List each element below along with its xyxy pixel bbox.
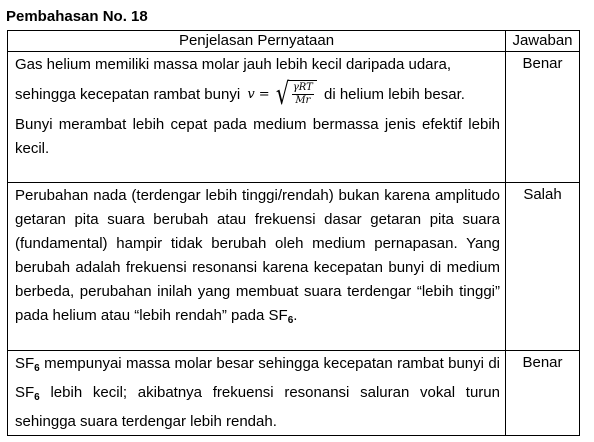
explanation-text: mempunyai massa molar besar sehingga kecepatan rambat bunyi di SF [15, 355, 500, 401]
explanation-paragraph [15, 53, 500, 77]
table-row [8, 351, 580, 436]
explanation-paragraph [15, 77, 500, 113]
speed-formula [247, 77, 317, 113]
answer-cell: Benar [506, 52, 580, 183]
formula-fraction [289, 80, 317, 113]
explanation-text: sehingga kecepatan rambat bunyi [15, 86, 241, 103]
formula-denominator: Mr [295, 95, 311, 107]
explanation-cell [8, 351, 506, 436]
explanation-table [7, 30, 580, 436]
explanation-paragraph [15, 352, 500, 434]
sqrt-symbol [273, 77, 317, 113]
table-row [8, 183, 580, 351]
explanation-text: di helium lebih besar. [324, 86, 465, 103]
subscript: 6 [34, 363, 40, 374]
explanation-paragraph [15, 113, 500, 161]
table-header-row [8, 31, 580, 52]
explanation-text: Bunyi merambat lebih cepat pada medium bermassa jenis efektif lebih kecil. [15, 116, 500, 158]
page-title: Pembahasan No. 18 [6, 8, 148, 25]
explanation-text: SF [15, 355, 35, 372]
explanation-cell [8, 183, 506, 351]
explanation-paragraph [15, 184, 500, 333]
header-explanation: Penjelasan Pernyataan [8, 31, 506, 52]
answer-cell: Benar [506, 351, 580, 436]
header-answer: Jawaban [506, 31, 580, 52]
explanation-cell [8, 52, 506, 183]
explanation-text: . [293, 307, 298, 324]
explanation-text: Gas helium memiliki massa molar jauh lebih kecil daripada udara, [15, 56, 452, 73]
table-row [8, 52, 580, 183]
radical-icon: √ [275, 77, 289, 113]
explanation-text: Perubahan nada (terdengar lebih tinggi/rendah) bukan karena amplitudo getaran pita suara berubah atau frekuensi dasar getaran pita suara (fundamental) hampir tidak berubah oleh medium pernapasan. Yang berubah adalah frekuensi resonansi karena kecepatan bunyi di medium berbeda, perubahan inilah yang membuat suara terdengar “lebih tinggi” pada helium atau “lebih rendah” pada SF [15, 187, 500, 324]
explanation-text: lebih kecil; akibatnya frekuensi resonansi saluran vokal turun sehingga suara terdengar lebih rendah. [15, 384, 500, 430]
subscript: 6 [287, 315, 294, 326]
formula-numerator: γRT [292, 82, 313, 94]
answer-cell: Salah [506, 183, 580, 351]
formula-lhs: v = [247, 87, 270, 103]
subscript: 6 [34, 392, 40, 403]
